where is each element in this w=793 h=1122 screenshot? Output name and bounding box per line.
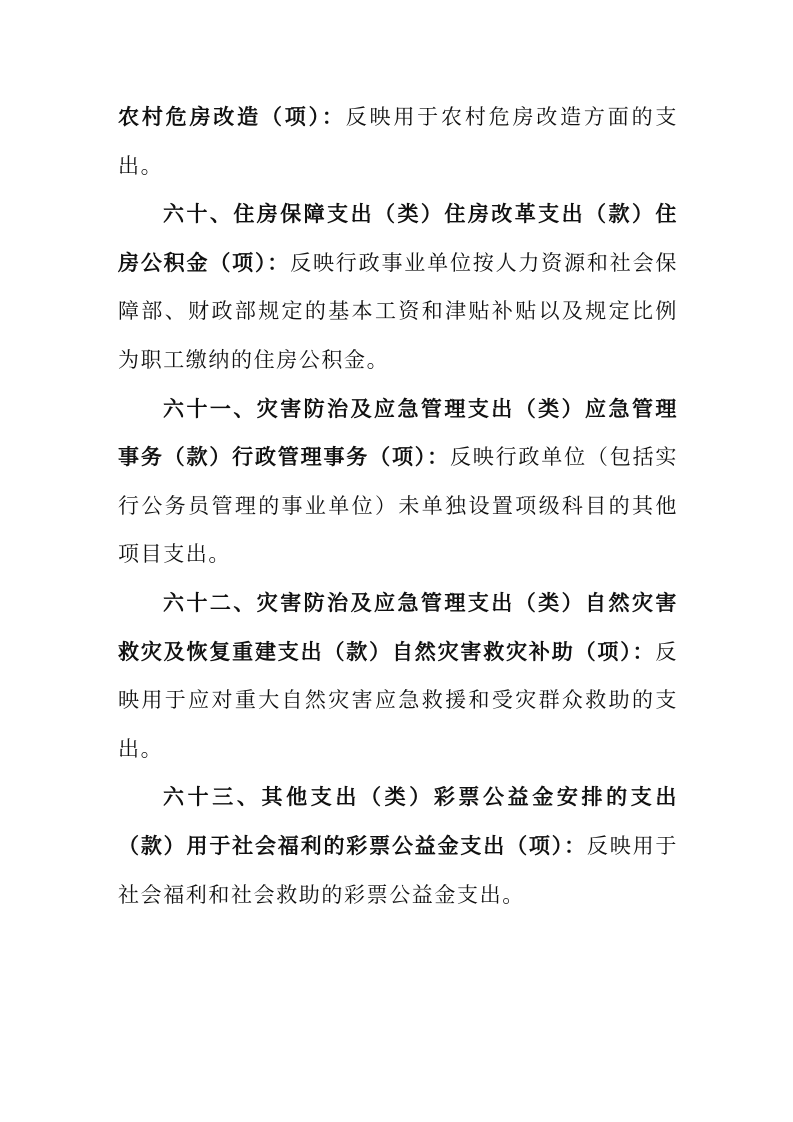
paragraph-heading: 六十、住房保障支出（类）住房改革支出（款）住房公积金（项）： (118, 201, 678, 275)
paragraph-emergency-admin (118, 385, 678, 579)
paragraph-disaster-relief (118, 579, 678, 773)
paragraph-text: 反映用于农村危房改造方面的支出。 (118, 105, 678, 178)
paragraph-text: 反映用于应对重大自然灾害应急救援和受灾群众救助的支出。 (118, 639, 678, 761)
paragraph-heading: 六十二、灾害防治及应急管理支出（类）自然灾害救灾及恢复重建支出（款）自然灾害救灾补助（项）： (118, 589, 678, 664)
document-body (118, 93, 678, 919)
paragraph-text: 反映行政单位（包括实行公务员管理的事业单位）未单独设置项级科目的其他项目支出。 (118, 445, 678, 567)
paragraph-text: 反映用于社会福利和社会救助的彩票公益金支出。 (118, 833, 678, 907)
paragraph-text: 反映行政事业单位按人力资源和社会保障部、财政部规定的基本工资和津贴补贴以及规定比例为职工缴纳的住房公积金。 (118, 250, 678, 372)
paragraph-rural-housing (118, 93, 678, 190)
paragraph-housing-fund (118, 190, 678, 384)
paragraph-heading: 六十一、灾害防治及应急管理支出（类）应急管理事务（款）行政管理事务（项）： (118, 395, 678, 470)
paragraph-lottery-welfare (118, 773, 678, 919)
paragraph-heading: 农村危房改造（项）： (118, 104, 346, 129)
paragraph-heading: 六十三、其他支出（类）彩票公益金安排的支出（款）用于社会福利的彩票公益金支出（项）： (118, 784, 678, 858)
